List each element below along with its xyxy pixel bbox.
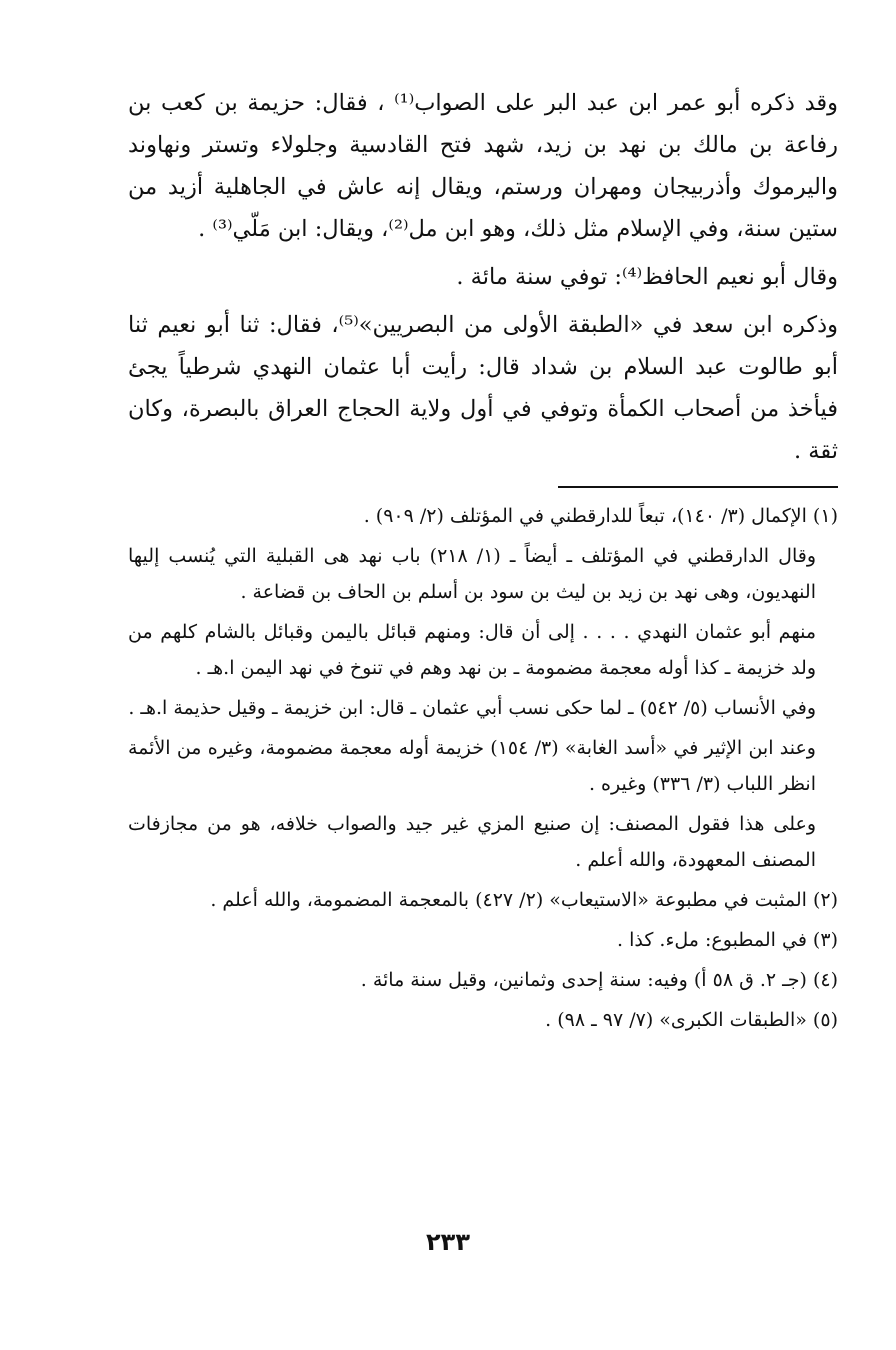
main-paragraph: وقال أبو نعيم الحافظ⁽⁴⁾: توفي سنة مائة . (456, 264, 838, 290)
footnote: وعلى هذا فقول المصنف: إن صنيع المزي غير جيد والصواب خلافه، هو من مجازفات المصنف المعهودة، والله أعلم . (128, 813, 816, 871)
footnote: (١) الإكمال (٣/ ١٤٠)، تبعاً للدارقطني في المؤتلف (٢/ ٩٠٩) . (363, 505, 838, 527)
footnote: (٢) المثبت في مطبوعة «الاستيعاب» (٢/ ٤٢٧) بالمعجمة المضمومة، والله أعلم . (210, 889, 838, 911)
main-paragraph: وذكره ابن سعد في «الطبقة الأولى من البصريين»⁽⁵⁾، فقال: ثنا أبو نعيم ثنا أبو طالوت عبد السلام بن شداد قال: رأيت أبا عثمان النهدي شرطياً يجئ فيأخذ من أصحاب الكمأة وتوفي في أول ولاية الحجاج العراق بالبصرة، وكان ثقة . (128, 312, 838, 464)
main-text (128, 82, 838, 472)
footnotes (128, 498, 838, 1038)
footnote-separator (558, 486, 838, 488)
footnote: وفي الأنساب (٥/ ٥٤٢) ـ لما حكى نسب أبي عثمان ـ قال: ابن خزيمة ـ وقيل حذيمة ا.هـ . (128, 697, 816, 719)
footnote: وقال الدارقطني في المؤتلف ـ أيضاً ـ (١/ ٢١٨) باب نهد هى القبلية التي يُنسب إليها النهديون، وهى نهد بن زيد بن ليث بن سود بن أسلم بن الحاف بن قضاعة . (128, 545, 817, 603)
page-content (128, 82, 838, 1042)
footnote: منهم أبو عثمان النهدي . . . . إلى أن قال: ومنهم قبائل باليمن وقبائل بالشام كلهم من ولد خزيمة ـ كذا أوله معجمة مضمومة ـ بن نهد وهم في تنوخ في نهد اليمن ا.هـ . (128, 621, 816, 679)
footnote: (٤) (جـ ٢. ق ٥٨ أ) وفيه: سنة إحدى وثمانين، وقيل سنة مائة . (360, 969, 838, 991)
main-paragraph: وقد ذكره أبو عمر ابن عبد البر على الصواب⁽¹⁾ ، فقال: حزيمة بن كعب بن رفاعة بن مالك بن نهد بن زيد، شهد فتح القادسية وجلولاء وتستر ونهاوند واليرموك وأذربيجان ومهران ورستم، ويقال إنه عاش في الجاهلية أزيد من ستين سنة، وفي الإسلام مثل ذلك، وهو ابن مل⁽²⁾، ويقال: ابن مَلّي⁽³⁾ . (128, 90, 839, 242)
page-number: ٢٣٣ (426, 1228, 470, 1256)
footnote: وعند ابن الإثير في «أسد الغابة» (٣/ ١٥٤) خزيمة أوله معجمة مضمومة، وغيره من الأئمة انظر اللباب (٣/ ٣٣٦) وغيره . (128, 737, 816, 795)
footnote: (٣) في المطبوع: ملء. كذا . (617, 929, 838, 951)
footnote: (٥) «الطبقات الكبرى» (٧/ ٩٧ ـ ٩٨) . (545, 1009, 838, 1031)
